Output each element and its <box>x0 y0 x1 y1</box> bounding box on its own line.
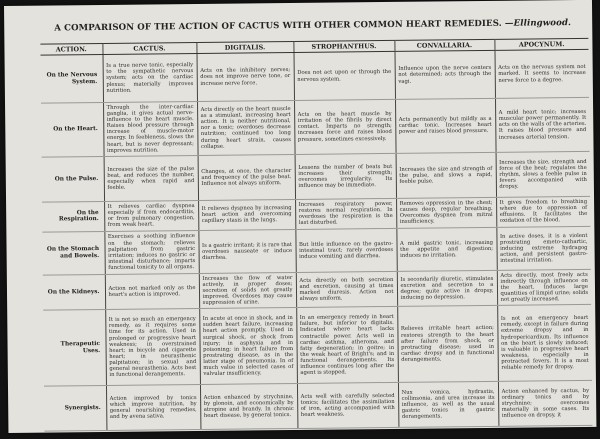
table-cell: It is not so much an emergency remedy, as it requires some time for its action. Used in prolonged or progressive heart weakness; in overstrained heart; in bicycle and cigarette heart; in neurasthenic palpitation; in sexual and general neurasthenia. Acts best in functional derangements. <box>105 309 200 386</box>
table-cell: Is a gastric irritant; it is rare that overdoses nauseate or induce diarrhea. <box>198 229 295 273</box>
table-row <box>43 305 592 387</box>
row-label: On the Kidneys. <box>43 274 105 310</box>
table-cell: Increases the flow of water actively, in proper doses; secretion of solids not greatly improved. Overdoses may cause suppression of urine. <box>199 272 296 308</box>
title-author: —Ellingwood. <box>504 18 572 29</box>
table-cell: Exercises a soothing influence on the stomach; relieves palpitation from gastric irritation; induces no gastric or intestinal disturbance; imparts functional tonicity to all organs. <box>104 230 198 274</box>
table-cell: It relieves dyspnea by increasing heart action and overcoming capillary stasis in the lungs. <box>198 199 295 230</box>
page-title <box>54 18 584 34</box>
table-cell: Acts on the nervous system not marked. It seems to increase nerve force to a degree. <box>494 49 588 98</box>
table-cell: Removes oppression in the chest; causes deep, regular breathing. Overcomes dyspnea from mitral insufficiency. <box>396 197 496 228</box>
table-cell: Changes, at once, the character and frequency of the pulse beat. Influence not always uniform. <box>198 154 295 200</box>
table-row <box>41 97 590 156</box>
row-label: On the Heart. <box>41 102 104 156</box>
row-label: On the Nervous System. <box>41 54 103 103</box>
table-cell: It relieves cardiac dyspnea especially if from endocarditis, or from pulmonary congestion, from weak heart. <box>104 200 198 231</box>
row-label: Therapeutic Uses. <box>43 310 106 387</box>
table-cell: In active doses, it is a violent prostrating emeto-cathartic, inducing extreme hydragog action, and persistent gastro-intestinal irritation. <box>496 226 590 270</box>
title-main: COMPARISON OF THE ACTION OF CACTUS WITH OTHER COMMON HEART REMEDIES. <box>64 18 502 34</box>
title-prefix: A <box>54 23 62 34</box>
table-row <box>43 269 591 310</box>
table-cell: Action enhanced by cactus, by ordinary tonics and by strychnine; overcomes materially in some cases. Its influence on dropsy, it <box>498 381 592 427</box>
table-cell: In an emergency remedy in heart failure, but inferior to digitalis. Indicated where heart lacks contractile power. Acts well in cardiac asthma, atheroma, and fatty degeneration; in goitre; in the weak heart of Bright's; and in functional derangements. Its influence continues long after the agent is stopped. <box>296 307 398 384</box>
table-row <box>42 151 590 202</box>
col-header-convallaria: CONVALLARIA. <box>394 39 494 51</box>
table-cell: Acts well with carefully selected tonics; facilitates the assimilation of iron, acting accompanied with heart weakness. <box>297 383 398 429</box>
table-cell: Acts on the inhibitory nerves; does not improve nerve tone, or increase nerve force. <box>197 52 294 101</box>
row-label: On the Respiration. <box>42 201 104 232</box>
row-label: Synergists. <box>44 386 106 432</box>
col-header-strophanthus: STROPHANTHUS. <box>293 40 394 52</box>
table-row <box>44 381 592 432</box>
comparison-table <box>40 38 592 432</box>
table-cell: Action not marked only as the heart's action is improved. <box>105 273 199 309</box>
table-cell: Nux vomica, hydrastis, collinsonia, and urea increase its influence, as well as the usual gastric tonics in gastric derangements. <box>398 382 498 428</box>
table-cell: Action improved by tonics which improve nutrition, by general nourishing remedies, and by avena sativa. <box>106 385 200 431</box>
table-cell: Relieves irritable heart action; restores strength to the heart after failure from shock, or protracting disease; used in cardiac dropsy and in functional derangements. <box>397 306 498 383</box>
table-cell: Does not act upon or through the nervous system. <box>294 51 395 100</box>
table-cell: Increases the size of the pulse beat, and reduces the number, especially when rapid and feeble. <box>104 155 198 201</box>
table-cell: Increases the size, strength and force of the beat; regulates the rhythm, slows a feeble pulse in fevers accompanied with dropsy. <box>496 151 590 197</box>
col-header-apocynum: APOCYNUM. <box>494 38 588 50</box>
document-page <box>4 0 596 433</box>
table-cell: Acts permanently but mildly as a cardiac tonic. Increases heart power and raises blood pressure. <box>395 98 496 153</box>
table-cell: Lessens the number of beats but increases their strength; overcomes irregularity. Its influence may be immediate. <box>295 153 396 199</box>
table-cell: Increases the size and strength of the pulse, and slows a rapid, feeble pulse. <box>396 152 496 198</box>
table-cell: Acts directly on both secretion and excretion, causing at times marked diuresis. Action not always uniform. <box>296 271 397 308</box>
col-header-cactus: CACTUS. <box>102 42 196 54</box>
table-cell: Influence upon the nerve centers not determined; acts through the vagi. <box>394 50 494 99</box>
table-cell: Acts directly on the heart muscle as a stimulant, increasing heart action. It is neither nutritional, nor a tonic; overdoses decrease nutrition; continued too long during heart strain, causes collapse. <box>197 100 295 155</box>
row-label: On the Stomach and Bowels. <box>42 231 104 275</box>
table-cell: Is a true nerve tonic, especially to the sympathetic nervous system; acts on the cardiac plexus; materially improves nutrition. <box>103 53 197 102</box>
table-cell: Is not an emergency heart remedy, except in failure during extreme dropsy and in hydropericardium. Its influence on the heart is slowly induced; is valuable in progressive heart weakness, especially in protracted fevers. It is a most reliable remedy for dropsy. <box>497 305 592 382</box>
table-cell: Acts on the heart muscle by irritation of the fibrils by direct contact. Imparts no strength; increases force and raises blood pressure, sometimes excessively. <box>294 99 396 154</box>
table-cell: In acute at once in shock, and in sudden heart failure, increasing heart action promptly. Used in surgical shock, or shock from injury; in asphyxia and in poisoning; in heart failure from prostrating disease, as in the latter stage of pneumonia. In of much value in selected cases of valvular insufficiency. <box>199 308 297 385</box>
col-header-action: ACTION. <box>40 43 102 55</box>
table-row <box>42 226 590 275</box>
table-cell: Acts directly, most freely acts indirectly through influence on the heart. Induces large quantities of limpid urine; solids not greatly increased. <box>497 269 591 305</box>
col-header-digitalis: DIGITALIS. <box>196 41 293 53</box>
table-cell: A mild gastric tonic, increasing the appetite and digestion; induces no irritation. <box>396 227 496 271</box>
table-cell: But little influence on the gastro-intestinal tract; rarely overdoses induce vomiting and diarrhea. <box>295 228 396 272</box>
table-cell: Action enhanced by strychnine, by glonoin, and economically by atropine and brandy. In chronic heart disease, by general tonics. <box>200 384 297 430</box>
table-cell: It gives freedom to breathing where due to oppression of effusions. It facilitates the oxidation of the blood. <box>496 196 590 227</box>
table-cell: Is secondarily diuretic, stimulates excretion and secretion to a degree; quite active in dropsy, inducing no depression. <box>397 270 497 307</box>
table-cell: Through the inter-cardiac ganglia, it gives actual nerve-influence to the heart muscle. Raises blood pressure through increase of muscle-motor energy. In feebleness, slows the heart, but is never depressant; improves nutrition. <box>103 101 198 156</box>
table-cell: Increases respiratory power, restores normal respiration. In overdoses the respiration is the last disturbed. <box>295 198 396 229</box>
table-cell: A mild heart tonic; increases muscular power permanently. It acts on the walls of the arteries. It raises blood pressure and increases arterial tension. <box>495 97 590 152</box>
table-row <box>41 49 589 103</box>
row-label: On the Pulse. <box>42 156 104 202</box>
